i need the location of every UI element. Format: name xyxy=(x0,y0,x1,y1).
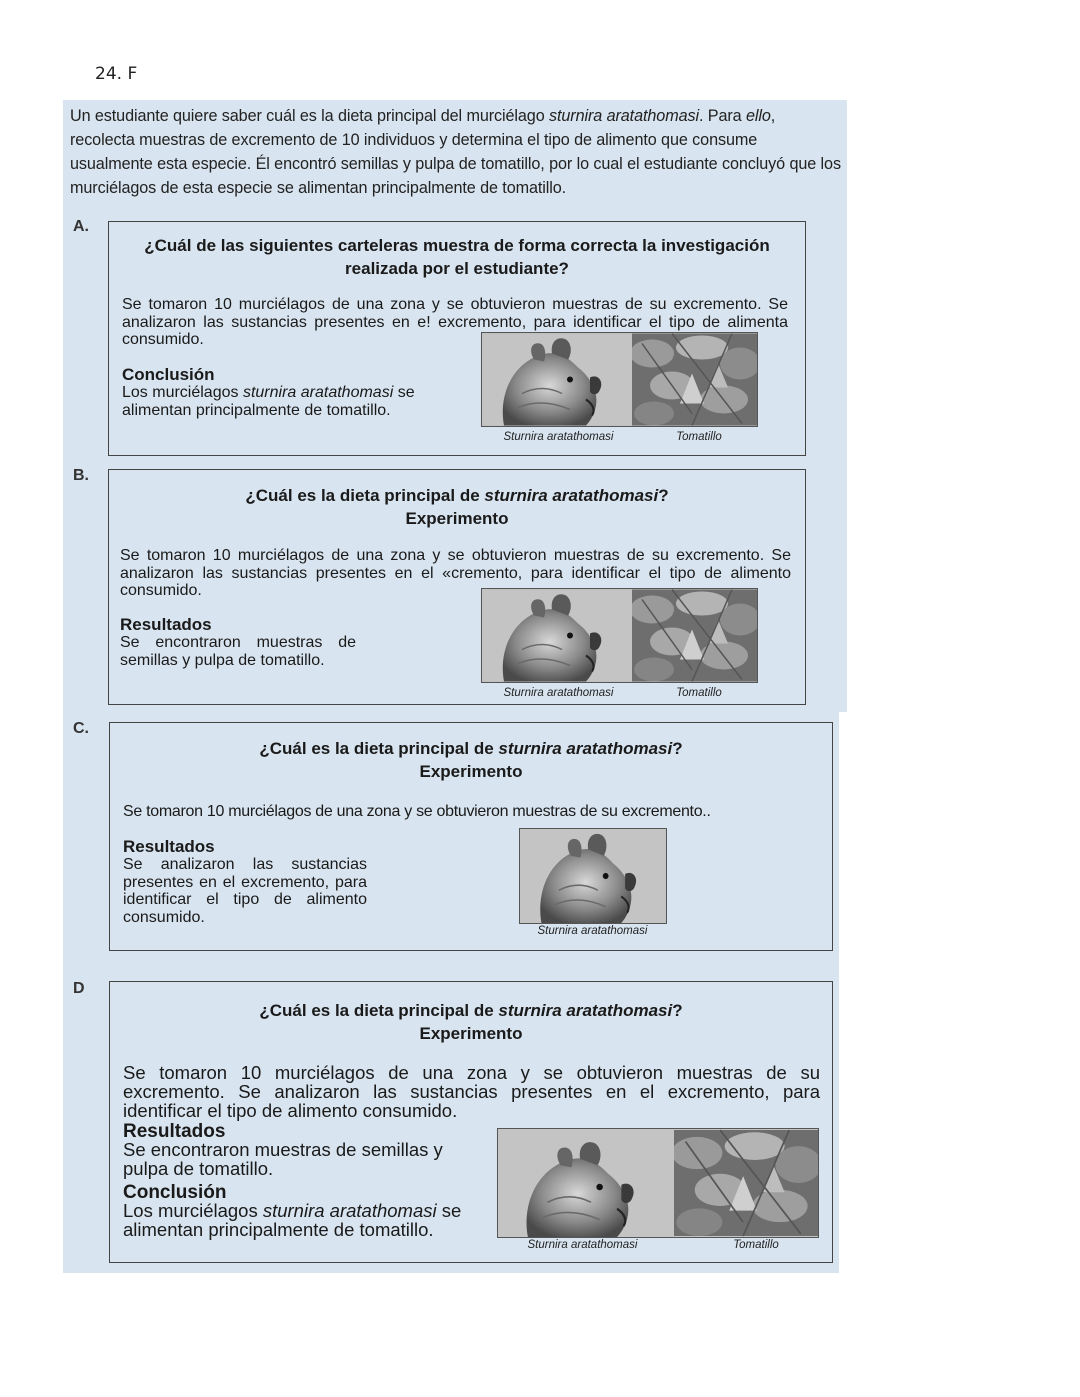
option-a-image xyxy=(481,332,758,427)
tomatillo-image xyxy=(630,590,758,682)
tomatillo-image xyxy=(672,1130,819,1236)
option-c-title: ¿Cuál es la dieta principal de sturnira aratathomasi? Experimento xyxy=(259,739,683,781)
question-intro: Un estudiante quiere saber cuál es la dieta principal del murciélago sturnira aratathomasi. Para ello, recolecta muestras de excremento de 10 individuos y determina el tipo de alimento que consume usualmente esta especie. Él encontró semillas y pulpa de tomatillo, por lo cual el estudiante concluyó que los murciélagos de esta especie se alimentan principalmente de tomatillo. xyxy=(70,107,841,197)
option-c-card[interactable] xyxy=(109,722,833,951)
option-d-conclusion: Conclusión Los murciélagos sturnira aratathomasi se alimentan principalmente de tomatillo. xyxy=(123,1182,462,1240)
option-d-title: ¿Cuál es la dieta principal de sturnira aratathomasi? Experimento xyxy=(259,1001,683,1043)
bat-image xyxy=(482,590,632,682)
option-a-caption-bat: Sturnira aratathomasi xyxy=(503,431,614,443)
option-b-caption-bat: Sturnira aratathomasi xyxy=(503,687,614,699)
option-d-card[interactable] xyxy=(109,981,833,1263)
option-a-card[interactable] xyxy=(108,221,806,456)
option-a-conclusion: Conclusión Los murciélagos sturnira aratathomasi se alimentan principalmente de tomatillo. xyxy=(122,365,415,419)
option-d-letter[interactable]: D xyxy=(73,980,85,997)
option-c-caption-bat: Sturnira aratathomasi xyxy=(537,925,648,937)
option-b-letter[interactable]: B. xyxy=(73,467,89,484)
option-c-image xyxy=(519,828,667,924)
question-number: 24. F xyxy=(95,64,138,84)
option-b-title: ¿Cuál es la dieta principal de sturnira aratathomasi? Experimento xyxy=(245,486,669,528)
option-b-body: Se tomaron 10 murciélagos de una zona y se obtuvieron muestras de su excremento. Se analizaron las sustancias presentes en el «cremento, para identificar el tipo de alimento consumido. xyxy=(120,547,791,599)
option-a-body: Se tomaron 10 murciélagos de una zona y se obtuvieron muestras de su excremento. Se analizaron las sustancias presentes en e! excremento, para identificar el tipo de alimenta consumido. xyxy=(122,296,788,348)
bat-image xyxy=(504,1137,667,1237)
option-d-caption-bat: Sturnira aratathomasi xyxy=(527,1239,638,1251)
option-a-letter[interactable]: A. xyxy=(73,218,89,235)
option-b-card[interactable] xyxy=(108,469,806,705)
option-a-caption-plant: Tomatillo xyxy=(676,431,722,443)
option-a-title: ¿Cuál de las siguientes carteleras muestra de forma correcta la investigación realizada por el estudiante? xyxy=(144,236,770,278)
option-b-caption-plant: Tomatillo xyxy=(676,687,722,699)
option-c-letter[interactable]: C. xyxy=(73,720,89,737)
option-d-caption-plant: Tomatillo xyxy=(733,1239,779,1251)
option-b-results: Resultados Se encontraron muestras de semillas y pulpa de tomatillo. xyxy=(120,615,356,669)
option-d-results: Resultados Se encontraron muestras de semillas y pulpa de tomatillo. xyxy=(123,1121,443,1179)
bat-image xyxy=(482,334,632,426)
option-c-body: Se tomaron 10 murciélagos de una zona y se obtuvieron muestras de su excremento.. xyxy=(123,803,711,820)
tomatillo-image xyxy=(630,334,758,426)
bat-image xyxy=(520,829,666,923)
option-b-image xyxy=(481,588,758,683)
option-c-results: Resultados Se analizaron las sustancias presentes en el excremento, para identificar el tipo de alimento consumido. xyxy=(123,837,367,926)
option-d-body: Se tomaron 10 murciélagos de una zona y se obtuvieron muestras de su excremento. Se analizaron las sustancias presentes en el excremento, para identificar el tipo de alimento consumido. xyxy=(123,1062,820,1121)
option-d-image xyxy=(497,1128,819,1238)
